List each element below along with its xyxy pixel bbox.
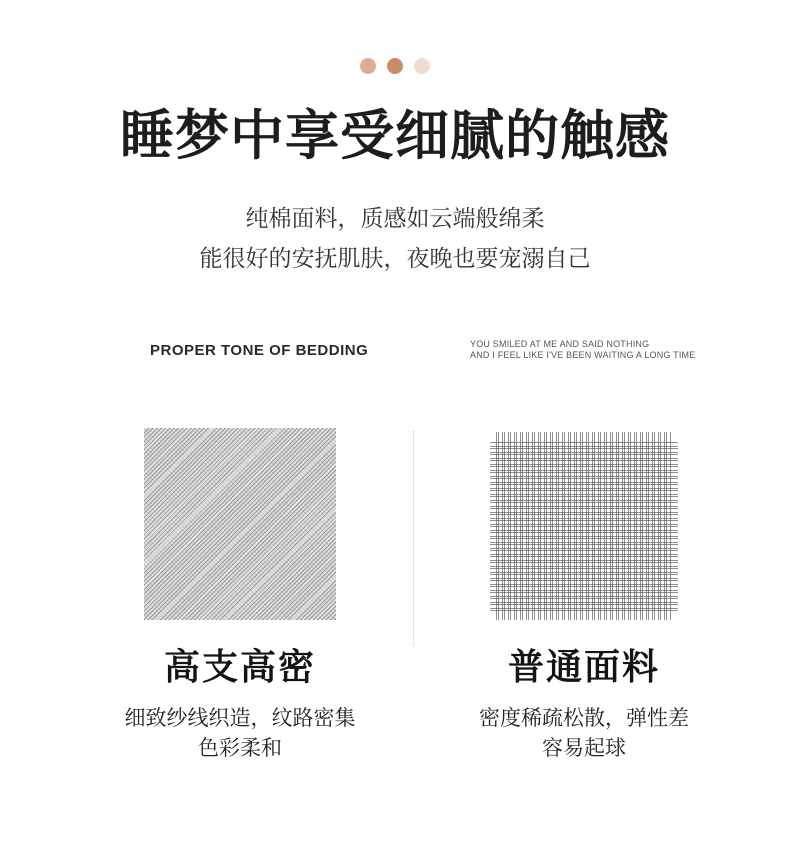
ordinary-fabric-label: 普通面料 — [507, 646, 660, 688]
fine-fabric-swatch-image — [144, 428, 336, 620]
caption-right-line-2: AND I FEEL LIKE I'VE BEEN WAITING A LONG TIME — [470, 350, 696, 360]
fine-fabric-desc-line-1: 细致纱线织造，纹路密集 — [124, 707, 356, 730]
subtitle-line-1: 纯棉面料，质感如云端般绵柔 — [245, 205, 545, 231]
english-caption-row — [0, 336, 790, 366]
page-title: 睡梦中享受细腻的触感 — [120, 103, 670, 167]
fine-fabric-label: 高支高密 — [163, 646, 316, 688]
fabric-column-fine — [95, 428, 385, 764]
fine-fabric-desc-line-2: 色彩柔和 — [198, 737, 282, 760]
caption-right — [470, 339, 695, 361]
caption-left: PROPER TONE OF BEDDING — [150, 342, 369, 359]
page-subtitle — [0, 198, 790, 278]
dot-icon — [360, 58, 376, 74]
ordinary-fabric-description — [479, 704, 689, 764]
fabric-column-ordinary — [439, 428, 729, 764]
fine-fabric-description — [125, 704, 356, 764]
dot-icon — [387, 58, 403, 74]
dot-icon — [414, 58, 430, 74]
ordinary-fabric-swatch-image — [490, 432, 678, 620]
ordinary-fabric-desc-line-1: 密度稀疏松散，弹性差 — [479, 707, 689, 730]
caption-right-line-1: YOU SMILED AT ME AND SAID NOTHING — [470, 339, 650, 349]
fabric-comparison — [0, 428, 790, 828]
divider-line — [413, 431, 414, 646]
ordinary-fabric-desc-line-2: 容易起球 — [542, 737, 626, 760]
subtitle-line-2: 能很好的安抚肌肤，夜晚也要宠溺自己 — [199, 245, 591, 271]
decorative-dots — [0, 0, 790, 74]
